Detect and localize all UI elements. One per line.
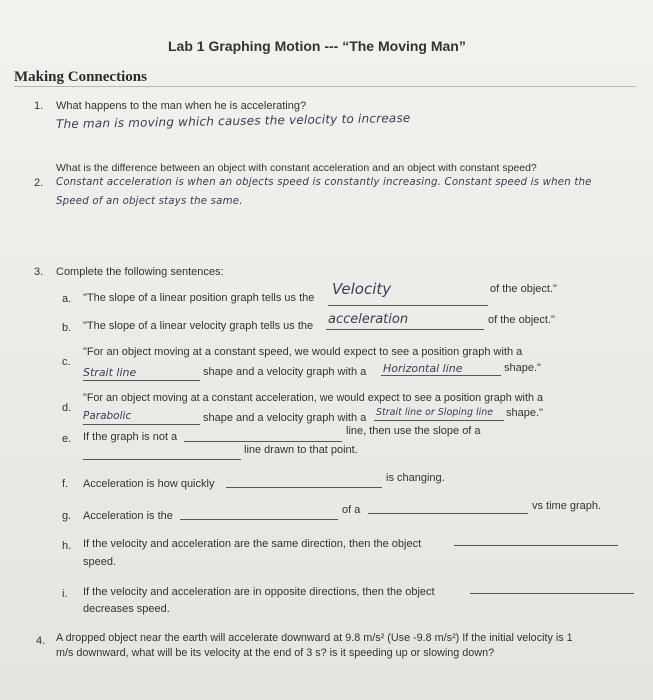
q3g-blank1 xyxy=(180,519,338,520)
q3-text: Complete the following sentences: xyxy=(56,266,224,278)
q3c-answer1: Strait line xyxy=(83,366,137,379)
q3h-prefix: If the velocity and acceleration are the same direction, then the object xyxy=(83,538,422,550)
q3c-mid: shape and a velocity graph with a xyxy=(203,366,367,378)
q3c-blank2 xyxy=(381,375,501,376)
q3f-suffix: is changing. xyxy=(386,472,445,484)
q3f-prefix: Acceleration is how quickly xyxy=(83,478,215,490)
q3b-suffix: of the object." xyxy=(488,314,555,326)
q3e-blank2 xyxy=(83,459,241,460)
q3g-blank2 xyxy=(368,513,528,514)
q2-text: What is the difference between an object with constant acceleration and an object with constant speed? xyxy=(56,162,537,174)
section-heading: Making Connections xyxy=(14,69,147,85)
q3b-blank xyxy=(326,329,484,330)
q3i-prefix: If the velocity and acceleration are in opposite directions, then the object xyxy=(83,586,435,598)
q3a-answer: Velocity xyxy=(332,280,392,298)
q3c-blank1 xyxy=(83,380,200,381)
q3a-blank xyxy=(328,305,488,306)
q3g-mid: of a xyxy=(342,504,361,516)
q1-number: 1. xyxy=(34,100,44,112)
q3d-answer1: Parabolic xyxy=(83,410,132,422)
q4-number: 4. xyxy=(36,635,46,647)
q2-answer-line2: Speed of an object stays the same. xyxy=(56,196,243,207)
q1-text: What happens to the man when he is accelerating? xyxy=(56,100,307,112)
q3h-line2: speed. xyxy=(83,556,117,568)
q3b-answer: acceleration xyxy=(328,312,409,327)
q3i-blank xyxy=(470,593,634,594)
q3d-suffix: shape." xyxy=(506,407,543,419)
q3e-line2: line drawn to that point. xyxy=(244,444,358,456)
q3g-prefix: Acceleration is the xyxy=(83,510,173,522)
q3d-line1: "For an object moving at a constant acceleration, we would expect to see a position graph with a xyxy=(83,392,543,404)
q3i-letter: i. xyxy=(62,588,68,600)
q3d-blank1 xyxy=(83,424,200,425)
q3g-suffix: vs time graph. xyxy=(532,500,602,512)
q3b-prefix: "The slope of a linear velocity graph tells us the xyxy=(83,320,314,332)
q3h-letter: h. xyxy=(62,540,72,552)
q3g-letter: g. xyxy=(62,510,72,522)
q2-answer-line1: Constant acceleration is when an objects speed is constantly increasing. Constant speed is when the xyxy=(56,177,592,188)
q3e-blank1 xyxy=(184,441,342,442)
q2-number: 2. xyxy=(34,177,44,189)
q3f-blank xyxy=(226,487,382,488)
q3f-letter: f. xyxy=(62,478,69,490)
q3i-line2: decreases speed. xyxy=(83,603,170,615)
q3b-letter: b. xyxy=(62,322,72,334)
q3-number: 3. xyxy=(34,266,44,278)
q3d-letter: d. xyxy=(62,402,72,414)
q4-line1: A dropped object near the earth will accelerate downward at 9.8 m/s² (Use -9.8 m/s²) If the initial velocity is 1 xyxy=(56,632,573,644)
q1-answer: The man is moving which causes the velocity to increase xyxy=(55,110,411,132)
q3a-prefix: "The slope of a linear position graph tells us the xyxy=(83,292,315,304)
page-title: Lab 1 Graphing Motion --- “The Moving Man” xyxy=(168,38,466,54)
q4-line2: m/s downward, what will be its velocity at the end of 3 s? is it speeding up or slowing down? xyxy=(56,647,495,659)
q3e-letter: e. xyxy=(62,433,72,445)
q3c-letter: c. xyxy=(62,356,71,368)
heading-divider xyxy=(14,86,636,87)
q3h-blank xyxy=(454,545,618,546)
q3c-suffix: shape." xyxy=(504,362,541,374)
q3d-blank2 xyxy=(374,420,504,421)
q3e-prefix: If the graph is not a xyxy=(83,431,178,443)
q3a-letter: a. xyxy=(62,293,72,305)
q3e-mid: line, then use the slope of a xyxy=(346,425,481,437)
q3a-suffix: of the object." xyxy=(490,283,557,295)
q3c-line1: "For an object moving at a constant speed, we would expect to see a position graph with a xyxy=(83,346,523,358)
q3c-answer2: Horizontal line xyxy=(383,362,463,375)
q3d-answer2: Strait line or Sloping line xyxy=(376,407,494,418)
q3d-mid: shape and a velocity graph with a xyxy=(203,412,367,424)
